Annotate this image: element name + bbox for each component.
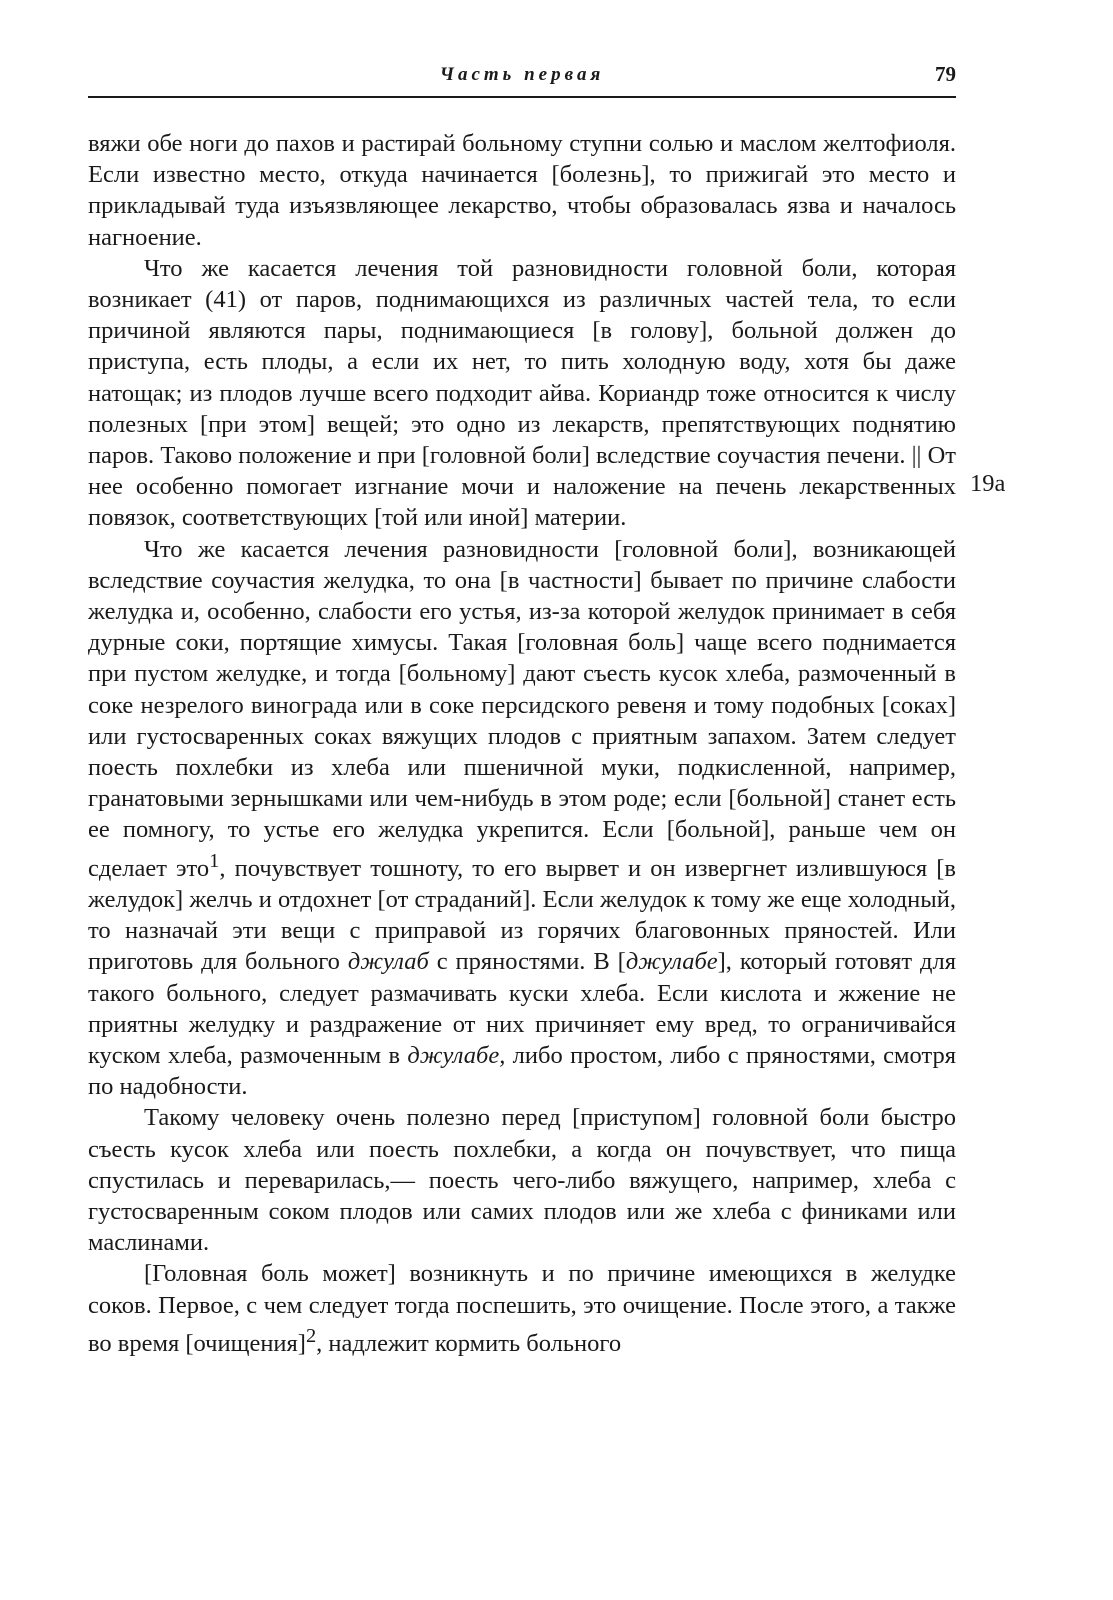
paragraph-3-part-5: либо простом, либо с пряностями, смотря по надобности. [88, 1042, 956, 1101]
paragraph-5-part-1: [Головная боль может] возникнуть и по причине имеющихся в желудке соков. Первое, с чем следует тогда поспешить, это очищение. После этого, а также во время [очищения] [88, 1260, 956, 1358]
term-julab: джулаб [347, 948, 429, 976]
footnote-marker-1: 1 [209, 849, 220, 872]
paragraph-2 [88, 253, 956, 534]
paragraph-3-part-4: ], который готовят для такого больного, следует размачивать куски хлеба. Если кислота и жжение не приятны желудку и раздражение от них причиняет ему вред, то ограничивайся куском хлеба, размоченным в [88, 948, 956, 1070]
paragraph-4 [88, 1102, 956, 1258]
paragraph-5 [88, 1258, 956, 1359]
term-julabe: джулабе [625, 948, 718, 976]
paragraph-3-part-1: Что же касается лечения разновидности [головной боли], возникающей вследствие соучастия желудка, то она [в частности] бывает по причине слабости желудка и, особенно, слабости его устья, из-за которой желудок принимает в себя дурные соки, портящие химусы. Такая [головная боль] чаще всего поднимается при пустом желудке, и тогда [больному] дают съесть кусок хлеба, размоченный в соке незрелого винограда или в соке персидского ревеня и тому подобных [соках] или густосваренных соках вяжущих плодов с приятным запахом. Затем следует поесть похлебки из хлеба или пшеничной муки, подкисленной, например, гранатовыми зернышками или чем-нибудь в этом роде; если [больной] станет есть ее помногу, то устье его желудка укрепится. Если [больной], раньше чем он сделает это [88, 535, 956, 882]
paragraph-3 [88, 534, 956, 1103]
margin-folio-note: 19a [970, 470, 1006, 497]
page-number: 79 [935, 62, 956, 86]
paragraph-5-part-2: , надлежит кормить больного [316, 1330, 622, 1358]
page-header [88, 62, 956, 98]
running-title: Часть первая [439, 64, 605, 85]
footnote-marker-2: 2 [305, 1324, 317, 1347]
body-text [88, 128, 956, 1359]
paragraph-1 [88, 128, 956, 253]
term-julabe-2: джулабе, [407, 1042, 506, 1070]
paragraph-4-text: Такому человеку очень полезно перед [приступом] головной боли быстро съесть кусок хлеба или поесть похлебки, а когда он почувствует, что пища спустилась и переварилась,— поесть чего-либо вяжущего, например, хлеба с густосваренным соком плодов или самих плодов или же хлеба с финиками или маслинами. [88, 1104, 956, 1257]
paragraph-3-part-3: с пряностями. В [ [428, 948, 626, 976]
paragraph-2-text-b: От нее особенно помогает изгнание мочи и наложение на печень лекарственных повязок, соответствующих [той или иной] материи. [88, 442, 957, 532]
paragraph-1-text: вяжи обе ноги до пахов и растирай больному ступни солью и маслом желтофиоля. Если известно место, откуда начинается [болезнь], то прижигай это место и прикладывай туда изъязвляющее лекарство, чтобы образовалась язва и началось нагноение. [88, 130, 956, 251]
paragraph-2-text-a: Что же касается лечения той разновидности головной боли, которая возникает (41) от паров, поднимающихся из различных частей тела, то если причиной являются пары, поднимающиеся [в голову], больной должен до приступа, есть плоды, а если их нет, то пить холодную воду, хотя бы даже натощак; из плодов лучше всего подходит айва. Кориандр тоже относится к числу полезных [при этом] вещей; это одно из лекарств, препятствующих поднятию паров. Таково положение и при [головной боли] вследствие соучастия печени. || [88, 254, 956, 470]
paragraph-3-part-2: , почувствует тошноту, то его вырвет и он извергнет излившуюся [в желудок] желчь и отдохнет [от страданий]. Если желудок к тому же еще холодный, то назначай эти вещи с приправой из горячих благовонных пряностей. Или приготовь для больного [88, 854, 956, 976]
